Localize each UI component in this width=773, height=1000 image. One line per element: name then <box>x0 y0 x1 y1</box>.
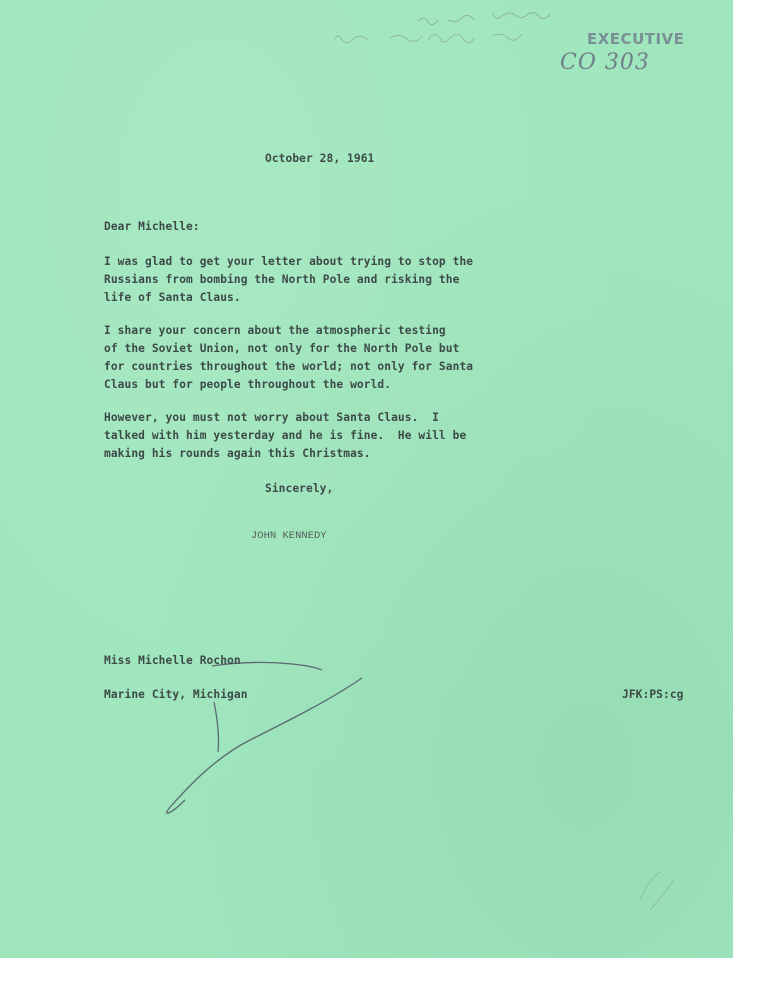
paragraph-1-line-2: Russians from bombing the North Pole and risking the <box>104 273 460 286</box>
paragraph-3-line-1: However, you must not worry about Santa Claus. I <box>104 411 439 424</box>
paragraph-2-line-4: Claus but for people throughout the world. <box>104 378 392 391</box>
paragraph-1-line-3: life of Santa Claus. <box>104 291 241 304</box>
paragraph-3-line-3: making his rounds again this Christmas. <box>104 447 371 460</box>
closing: Sincerely, <box>265 482 334 495</box>
recipient-name: Miss Michelle Rochon <box>104 654 241 667</box>
pencil-hook <box>214 702 219 752</box>
letter-date: October 28, 1961 <box>265 152 375 165</box>
paragraph-1-line-1: I was glad to get your letter about trying to stop the <box>104 255 474 268</box>
paragraph-3-line-2: talked with him yesterday and he is fine. He will be <box>104 429 467 442</box>
recipient-address: Marine City, Michigan <box>104 688 248 701</box>
executive-stamp: EXECUTIVE <box>587 30 685 48</box>
pencil-mark-bottom <box>640 872 674 910</box>
reference-initials: JFK:PS:cg <box>622 688 684 701</box>
file-code: CO 303 <box>560 50 650 75</box>
pencil-note-top <box>418 12 550 25</box>
paragraph-2-line-1: I share your concern about the atmospheric testing <box>104 324 446 337</box>
paragraph-2-line-3: for countries throughout the world; not only for Santa <box>104 360 474 373</box>
signature-name: JOHN KENNEDY <box>251 530 327 542</box>
salutation: Dear Michelle: <box>104 220 200 233</box>
paragraph-2-line-2: of the Soviet Union, not only for the North Pole but <box>104 342 460 355</box>
pencil-note-second <box>334 34 522 43</box>
